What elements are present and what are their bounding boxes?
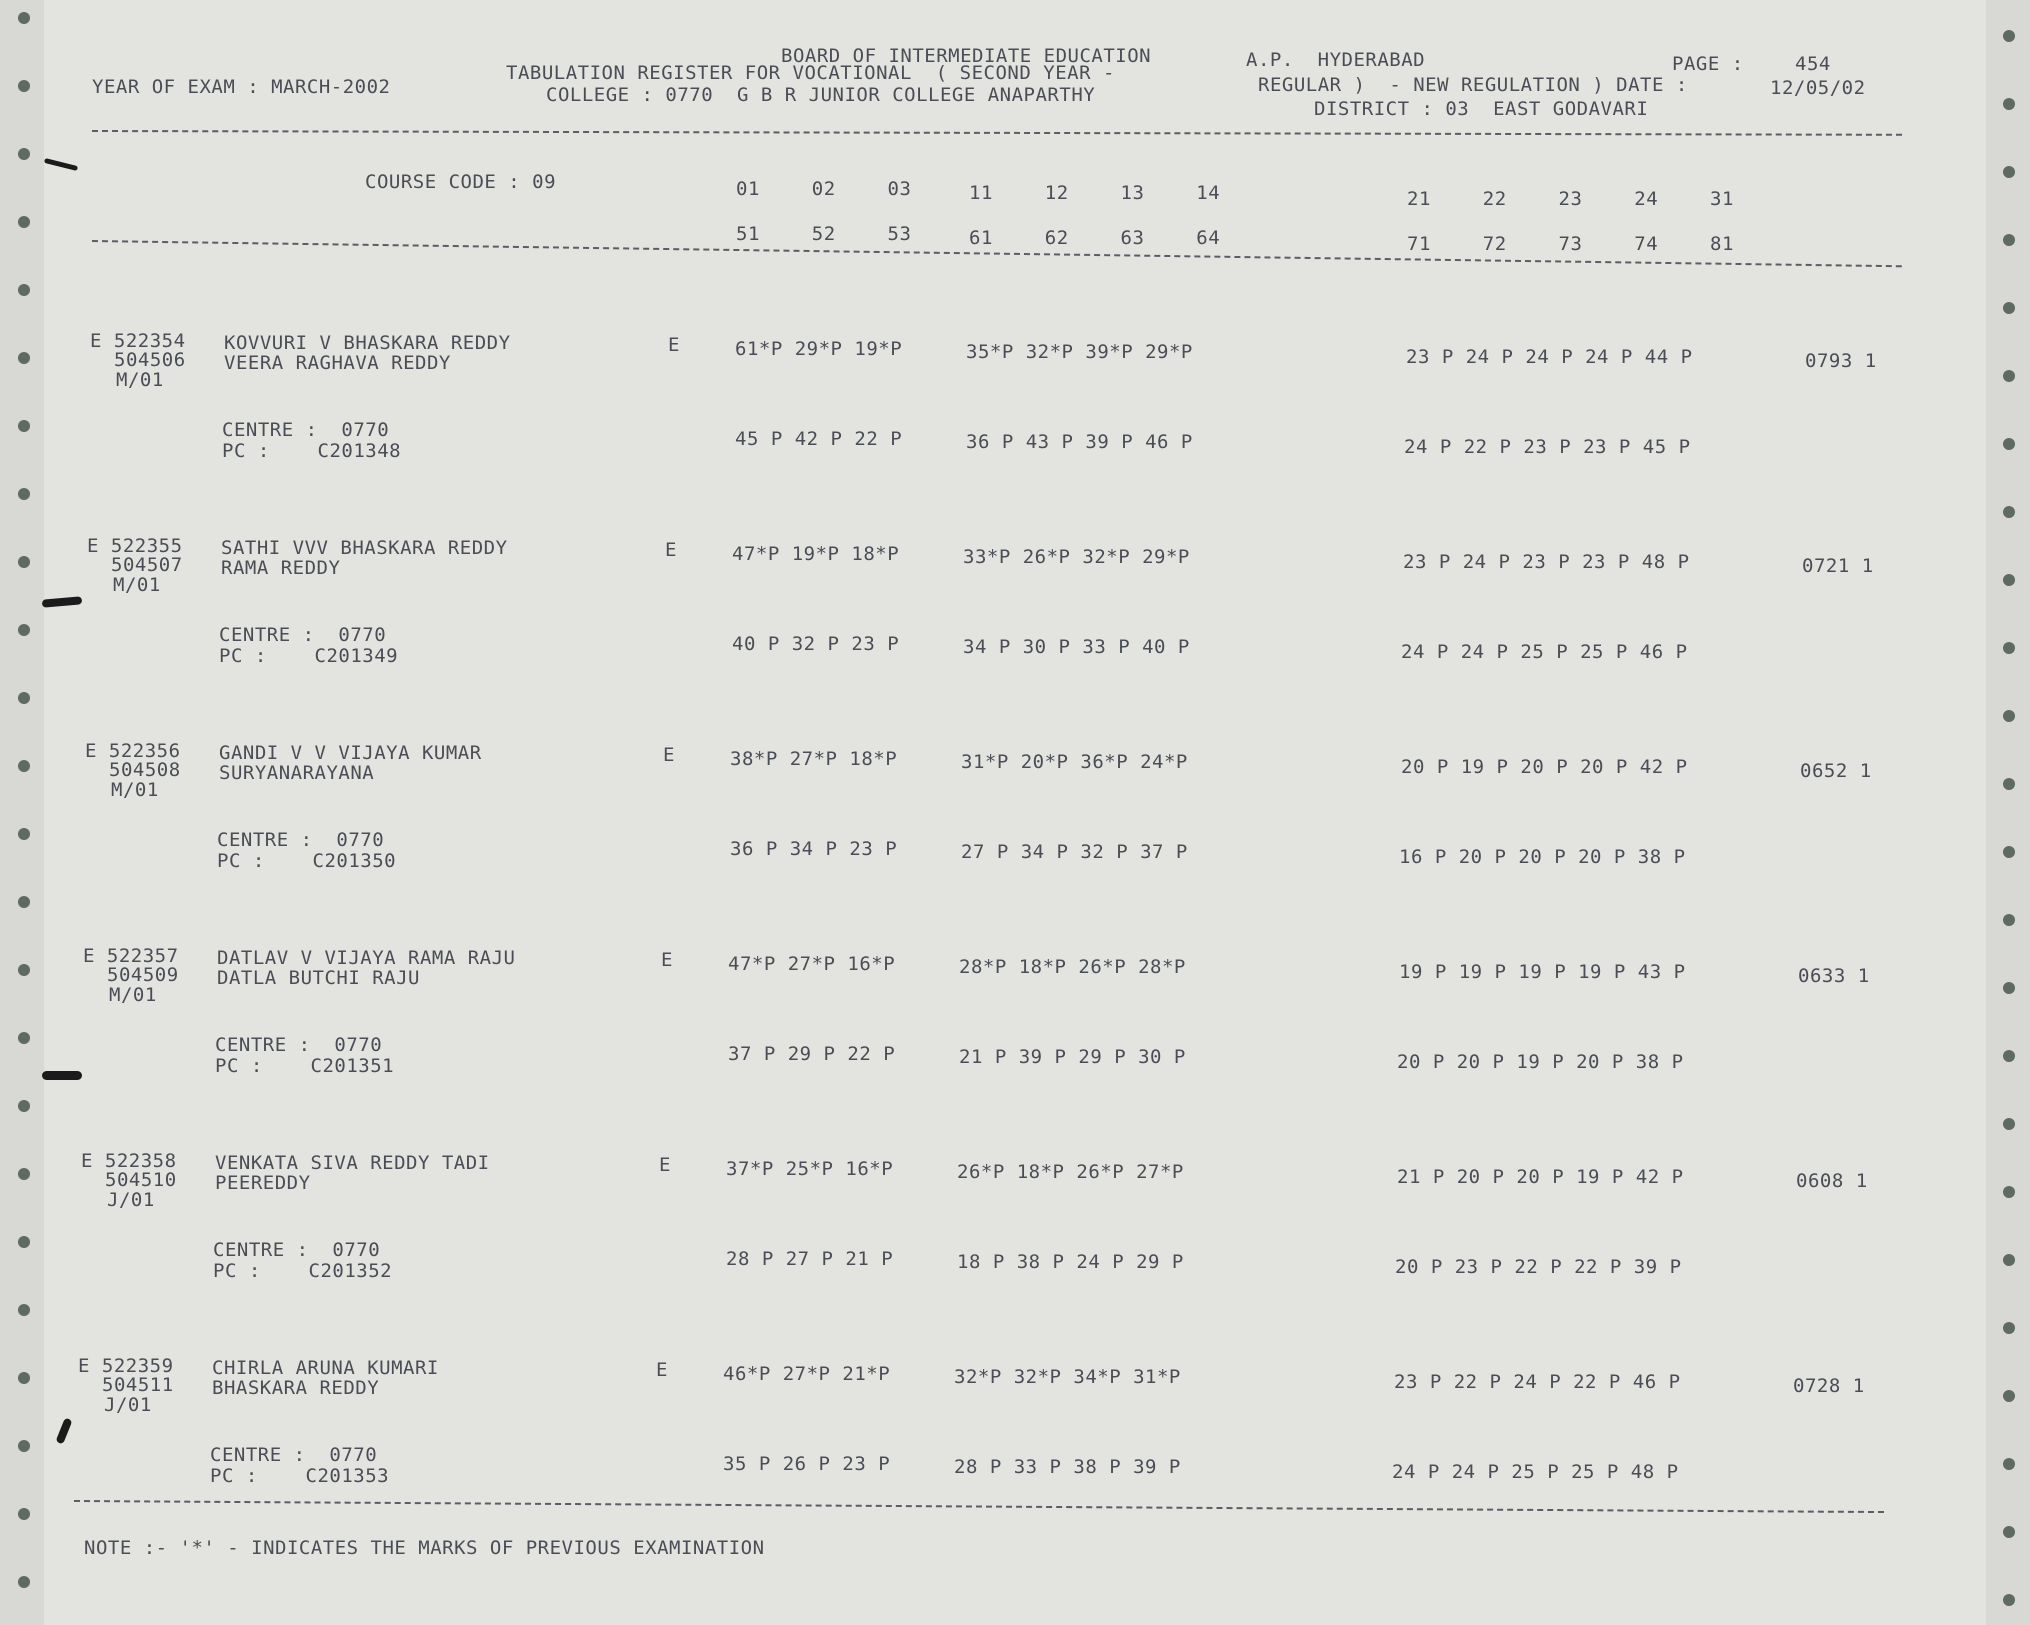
feed-hole [18, 828, 30, 840]
pc-code: PC : C201352 [213, 1260, 393, 1282]
marks-second-group: 33*P 26*P 32*P 29*P [963, 546, 1190, 568]
feed-hole [18, 896, 30, 908]
feed-hole [18, 1576, 30, 1588]
header-divider [92, 130, 1902, 136]
feed-hole [2003, 1526, 2015, 1538]
feed-hole [18, 1168, 30, 1180]
father-name: RAMA REDDY [221, 557, 341, 579]
student-name: CHIRLA ARUNA KUMARI [212, 1357, 439, 1379]
father-name: SURYANARAYANA [219, 762, 375, 784]
student-name: KOVVURI V BHASKARA REDDY [224, 332, 511, 354]
column-codes-group5: 61 62 63 64 [969, 227, 1221, 249]
medium-code: E [661, 949, 673, 971]
medium-code: E [659, 1154, 671, 1176]
pc-code: PC : C201351 [215, 1055, 395, 1077]
marks-third-group: 20 P 19 P 20 P 20 P 42 P [1401, 756, 1688, 778]
hall-ticket-number: E 522354 [90, 330, 186, 352]
marks-second-group: 28*P 18*P 26*P 28*P [959, 956, 1186, 978]
regulation-text: REGULAR ) - NEW REGULATION ) DATE : [1258, 74, 1688, 96]
feed-hole [2003, 30, 2015, 42]
hall-ticket-number: E 522356 [85, 740, 181, 762]
marks-third-group: 23 P 24 P 24 P 24 P 44 P [1406, 346, 1693, 368]
marks-fifth-group: 27 P 34 P 32 P 37 P [961, 841, 1188, 863]
hall-ticket-number: E 522359 [78, 1355, 174, 1377]
feed-hole [2003, 1322, 2015, 1334]
page-label: PAGE : [1672, 53, 1744, 75]
marks-fourth-group: 28 P 27 P 21 P [726, 1248, 894, 1270]
marks-first-group: 61*P 29*P 19*P [735, 338, 903, 360]
feed-hole [18, 352, 30, 364]
feed-hole [18, 148, 30, 160]
category-code: J/01 [104, 1394, 152, 1416]
marks-second-group: 32*P 32*P 34*P 31*P [954, 1366, 1181, 1388]
centre-code: CENTRE : 0770 [213, 1239, 381, 1261]
father-name: PEEREDDY [215, 1172, 311, 1194]
feed-hole [18, 1508, 30, 1520]
hall-ticket-number: E 522357 [83, 945, 179, 967]
feed-hole [2003, 234, 2015, 246]
registration-number: 504511 [102, 1374, 174, 1396]
student-name: VENKATA SIVA REDDY TADI [215, 1152, 490, 1174]
marks-fifth-group: 28 P 33 P 38 P 39 P [954, 1456, 1181, 1478]
centre-code: CENTRE : 0770 [222, 419, 390, 441]
marks-third-group: 19 P 19 P 19 P 19 P 43 P [1399, 961, 1686, 983]
feed-hole [2003, 778, 2015, 790]
marks-first-group: 47*P 19*P 18*P [732, 543, 900, 565]
pc-code: PC : C201348 [222, 440, 402, 462]
feed-hole [2003, 1118, 2015, 1130]
feed-hole [18, 12, 30, 24]
marks-fourth-group: 36 P 34 P 23 P [730, 838, 898, 860]
category-code: M/01 [109, 984, 157, 1006]
feed-hole [2003, 370, 2015, 382]
feed-hole [18, 80, 30, 92]
register-title: TABULATION REGISTER FOR VOCATIONAL ( SECOND YEAR - [506, 62, 1115, 84]
board-name: BOARD OF INTERMEDIATE EDUCATION [781, 45, 1152, 67]
medium-code: E [663, 744, 675, 766]
feed-hole [18, 964, 30, 976]
feed-hole [18, 1372, 30, 1384]
registration-number: 504508 [109, 759, 181, 781]
marks-fourth-group: 40 P 32 P 23 P [732, 633, 900, 655]
marks-first-group: 46*P 27*P 21*P [723, 1363, 891, 1385]
marks-sixth-group: 24 P 24 P 25 P 25 P 48 P [1392, 1461, 1679, 1483]
centre-code: CENTRE : 0770 [219, 624, 387, 646]
marks-third-group: 23 P 24 P 23 P 23 P 48 P [1403, 551, 1690, 573]
column-codes-group1: 01 02 03 [736, 178, 912, 200]
feed-hole [2003, 1050, 2015, 1062]
student-name: SATHI VVV BHASKARA REDDY [221, 537, 508, 559]
registration-number: 504510 [105, 1169, 177, 1191]
feed-hole [2003, 1186, 2015, 1198]
feed-hole [18, 1032, 30, 1044]
medium-code: E [668, 334, 680, 356]
category-code: M/01 [111, 779, 159, 801]
feed-hole [2003, 506, 2015, 518]
feed-hole [18, 284, 30, 296]
college-name: COLLEGE : 0770 G B R JUNIOR COLLEGE ANAPARTHY [546, 84, 1096, 106]
marks-sixth-group: 20 P 23 P 22 P 22 P 39 P [1395, 1256, 1682, 1278]
marks-second-group: 26*P 18*P 26*P 27*P [957, 1161, 1184, 1183]
feed-hole [18, 692, 30, 704]
father-name: BHASKARA REDDY [212, 1377, 380, 1399]
feed-hole [2003, 98, 2015, 110]
ink-mark [42, 596, 83, 607]
district: DISTRICT : 03 EAST GODAVARI [1314, 98, 1649, 120]
feed-hole [2003, 846, 2015, 858]
marks-fourth-group: 45 P 42 P 22 P [735, 428, 903, 450]
feed-hole [18, 1236, 30, 1248]
category-code: M/01 [113, 574, 161, 596]
registration-number: 504509 [107, 964, 179, 986]
father-name: DATLA BUTCHI RAJU [217, 967, 420, 989]
total-marks: 0793 1 [1805, 350, 1877, 372]
column-codes-group3: 21 22 23 24 31 [1407, 188, 1734, 210]
registration-number: 504506 [114, 349, 186, 371]
marks-third-group: 21 P 20 P 20 P 19 P 42 P [1397, 1166, 1684, 1188]
marks-sixth-group: 24 P 24 P 25 P 25 P 46 P [1401, 641, 1688, 663]
student-name: GANDI V V VIJAYA KUMAR [219, 742, 482, 764]
ink-mark [44, 158, 78, 171]
column-codes-group2: 11 12 13 14 [969, 182, 1221, 204]
footer-divider [74, 1500, 1884, 1513]
ink-mark [55, 1417, 72, 1444]
feed-hole [18, 420, 30, 432]
feed-hole [18, 624, 30, 636]
pc-code: PC : C201350 [217, 850, 397, 872]
feed-hole [18, 556, 30, 568]
feed-hole [18, 488, 30, 500]
marks-sixth-group: 24 P 22 P 23 P 23 P 45 P [1404, 436, 1691, 458]
total-marks: 0728 1 [1793, 1375, 1865, 1397]
marks-second-group: 35*P 32*P 39*P 29*P [966, 341, 1193, 363]
marks-fourth-group: 37 P 29 P 22 P [728, 1043, 896, 1065]
feed-hole [2003, 642, 2015, 654]
marks-sixth-group: 16 P 20 P 20 P 20 P 38 P [1399, 846, 1686, 868]
pc-code: PC : C201353 [210, 1465, 390, 1487]
centre-code: CENTRE : 0770 [217, 829, 385, 851]
course-code: COURSE CODE : 09 [365, 171, 557, 193]
marks-fourth-group: 35 P 26 P 23 P [723, 1453, 891, 1475]
category-code: M/01 [116, 369, 164, 391]
feed-hole [18, 216, 30, 228]
feed-hole [18, 760, 30, 772]
feed-hole [2003, 710, 2015, 722]
marks-first-group: 38*P 27*P 18*P [730, 748, 898, 770]
column-codes-group4: 51 52 53 [736, 223, 912, 245]
feed-hole [2003, 302, 2015, 314]
feed-hole [2003, 438, 2015, 450]
feed-hole [2003, 1390, 2015, 1402]
feed-hole [2003, 1594, 2015, 1606]
feed-hole [2003, 982, 2015, 994]
medium-code: E [665, 539, 677, 561]
marks-third-group: 23 P 22 P 24 P 22 P 46 P [1394, 1371, 1681, 1393]
total-marks: 0652 1 [1800, 760, 1872, 782]
marks-first-group: 47*P 27*P 16*P [728, 953, 896, 975]
total-marks: 0608 1 [1796, 1170, 1868, 1192]
pc-code: PC : C201349 [219, 645, 399, 667]
print-date: 12/05/02 [1770, 77, 1866, 99]
centre-code: CENTRE : 0770 [215, 1034, 383, 1056]
category-code: J/01 [107, 1189, 155, 1211]
centre-code: CENTRE : 0770 [210, 1444, 378, 1466]
marks-fifth-group: 34 P 30 P 33 P 40 P [963, 636, 1190, 658]
registration-number: 504507 [111, 554, 183, 576]
marks-second-group: 31*P 20*P 36*P 24*P [961, 751, 1188, 773]
ink-mark [42, 1071, 82, 1080]
state-city: A.P. HYDERABAD [1246, 49, 1426, 71]
marks-fifth-group: 21 P 39 P 29 P 30 P [959, 1046, 1186, 1068]
marks-first-group: 37*P 25*P 16*P [726, 1158, 894, 1180]
page-number: 454 [1795, 53, 1831, 75]
footnote: NOTE :- '*' - INDICATES THE MARKS OF PREVIOUS EXAMINATION [84, 1537, 765, 1559]
medium-code: E [656, 1359, 668, 1381]
marks-sixth-group: 20 P 20 P 19 P 20 P 38 P [1397, 1051, 1684, 1073]
hall-ticket-number: E 522355 [87, 535, 183, 557]
marks-fifth-group: 36 P 43 P 39 P 46 P [966, 431, 1193, 453]
feed-hole [18, 1100, 30, 1112]
feed-hole [18, 1304, 30, 1316]
feed-hole [2003, 1458, 2015, 1470]
father-name: VEERA RAGHAVA REDDY [224, 352, 451, 374]
total-marks: 0721 1 [1802, 555, 1874, 577]
feed-hole [18, 1440, 30, 1452]
feed-hole [2003, 1254, 2015, 1266]
student-name: DATLAV V VIJAYA RAMA RAJU [217, 947, 516, 969]
feed-hole [2003, 914, 2015, 926]
year-of-exam: YEAR OF EXAM : MARCH-2002 [92, 76, 391, 98]
feed-hole [2003, 166, 2015, 178]
marks-fifth-group: 18 P 38 P 24 P 29 P [957, 1251, 1184, 1273]
total-marks: 0633 1 [1798, 965, 1870, 987]
feed-hole [2003, 574, 2015, 586]
column-codes-group6: 71 72 73 74 81 [1407, 233, 1734, 255]
hall-ticket-number: E 522358 [81, 1150, 177, 1172]
